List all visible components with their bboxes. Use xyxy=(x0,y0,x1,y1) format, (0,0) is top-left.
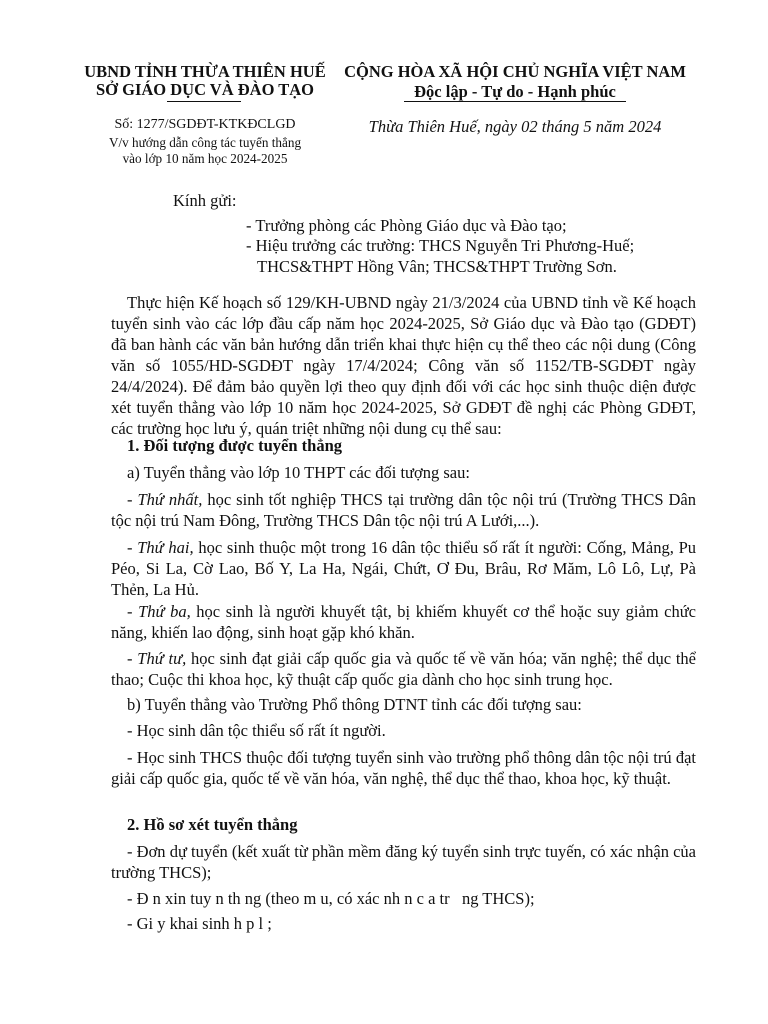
section2-title: 2. Hồ sơ xét tuyển thẳng xyxy=(127,815,298,834)
salutation: Kính gửi: xyxy=(173,191,237,210)
s2-item-2: - Đ n xin tuy n th ng (theo m u, có xác nh n c a tr ng THCS); xyxy=(127,889,535,908)
s2-item-3: - Gi y khai sinh h p l ; xyxy=(127,914,272,933)
agency-name: UBND TỈNH THỪA THIÊN HUẾ xyxy=(84,62,326,81)
item-1-label: - Thứ nhất, xyxy=(127,490,203,509)
recipient-1: - Trưởng phòng các Phòng Giáo dục và Đào tạo; xyxy=(246,216,567,235)
recipient-2: - Hiệu trưởng các trường: THCS Nguyễn Tri Phương-Huế; xyxy=(246,236,635,255)
item-2 xyxy=(111,537,696,600)
s2-item-1: - Đơn dự tuyển (kết xuất từ phần mềm đăng ký tuyển sinh trực tuyến, có xác nhận của trường THCS); xyxy=(111,842,696,882)
item-3 xyxy=(111,601,696,643)
item-3-label: - Thứ ba, xyxy=(127,602,191,621)
document-number: Số: 1277/SGDĐT-KTKĐCLGD xyxy=(114,117,296,132)
subject-line-2: vào lớp 10 năm học 2024-2025 xyxy=(122,151,288,166)
department-underline xyxy=(167,101,241,102)
item-4 xyxy=(111,648,696,690)
item-2-label: - Thứ hai, xyxy=(127,538,194,557)
place-date: Thừa Thiên Huế, ngày 02 tháng 5 năm 2024 xyxy=(368,117,662,136)
department-name: SỞ GIÁO DỤC VÀ ĐÀO TẠO xyxy=(95,80,315,99)
item-4-text: học sinh đạt giải cấp quốc gia và quốc tế về văn hóa; văn nghệ; thể dục thể thao; Cuộc thi khoa học, kỹ thuật cấp quốc gia dành cho học sinh trung học. xyxy=(111,649,696,689)
b-item-1: - Học sinh dân tộc thiểu số rất ít người. xyxy=(127,721,386,740)
item-3-text: học sinh là người khuyết tật, bị khiếm khuyết cơ thể hoặc suy giảm chức năng, khiến lao động, sinh hoạt gặp khó khăn. xyxy=(111,602,697,642)
item-1 xyxy=(111,489,696,531)
motto-underline xyxy=(404,101,626,102)
recipient-3: THCS&THPT Hồng Vân; THCS&THPT Trường Sơn. xyxy=(257,257,617,276)
item-4-label: - Thứ tư, xyxy=(127,649,187,668)
item-2-text: học sinh thuộc một trong 16 dân tộc thiểu số rất ít người: Cống, Mảng, Pu Péo, Si La, Cờ Lao, Bố Y, La Ha, Ngái, Chứt, Ơ Đu, Brâu, Rơ Măm, Lô Lô, Lự, Pà Thẻn, La Hủ. xyxy=(111,538,696,599)
b-item-2: - Học sinh THCS thuộc đối tượng tuyển sinh vào trường phổ thông dân tộc nội trú đạt giải cấp quốc gia, quốc tế về văn hóa, văn nghệ, thể dục thể thao, khoa học, kỹ thuật. xyxy=(111,748,696,788)
national-title: CỘNG HÒA XÃ HỘI CHỦ NGHĨA VIỆT NAM xyxy=(344,62,686,81)
subject-line-1: V/v hướng dẫn công tác tuyển thẳng xyxy=(108,135,302,150)
intro-paragraph: Thực hiện Kế hoạch số 129/KH-UBND ngày 21/3/2024 của UBND tỉnh về Kế hoạch tuyển sinh vào các lớp đầu cấp năm học 2024-2025, Sở Giáo dục và Đào tạo (GDĐT) đã ban hành các văn bản hướng dẫn triển khai thực hiện cụ thể theo các nội dung (Công văn số 1055/HD-SGDĐT ngày 17/4/2024; Công văn số 1152/TB-SGDĐT ngày 24/4/2024). Để đảm bảo quyền lợi theo quy định đối với các học sinh thuộc diện được xét tuyển thẳng vào lớp 10 năm học 2024-2025, Sở GDĐT đề nghị các Phòng GDĐT, các trường học lưu ý, quán triệt những nội dung cụ thể sau: xyxy=(111,293,696,438)
sub-b: b) Tuyển thẳng vào Trường Phổ thông DTNT tỉnh các đối tượng sau: xyxy=(127,695,582,714)
national-motto: Độc lập - Tự do - Hạnh phúc xyxy=(414,82,616,101)
section1-title: 1. Đối tượng được tuyển thẳng xyxy=(127,436,343,455)
sub-a: a) Tuyển thẳng vào lớp 10 THPT các đối tượng sau: xyxy=(127,463,470,482)
item-1-text: học sinh tốt nghiệp THCS tại trường dân tộc nội trú (Trường THCS Dân tộc nội trú Nam Đông, Trường THCS Dân tộc nội trú A Lưới,...). xyxy=(111,490,696,530)
